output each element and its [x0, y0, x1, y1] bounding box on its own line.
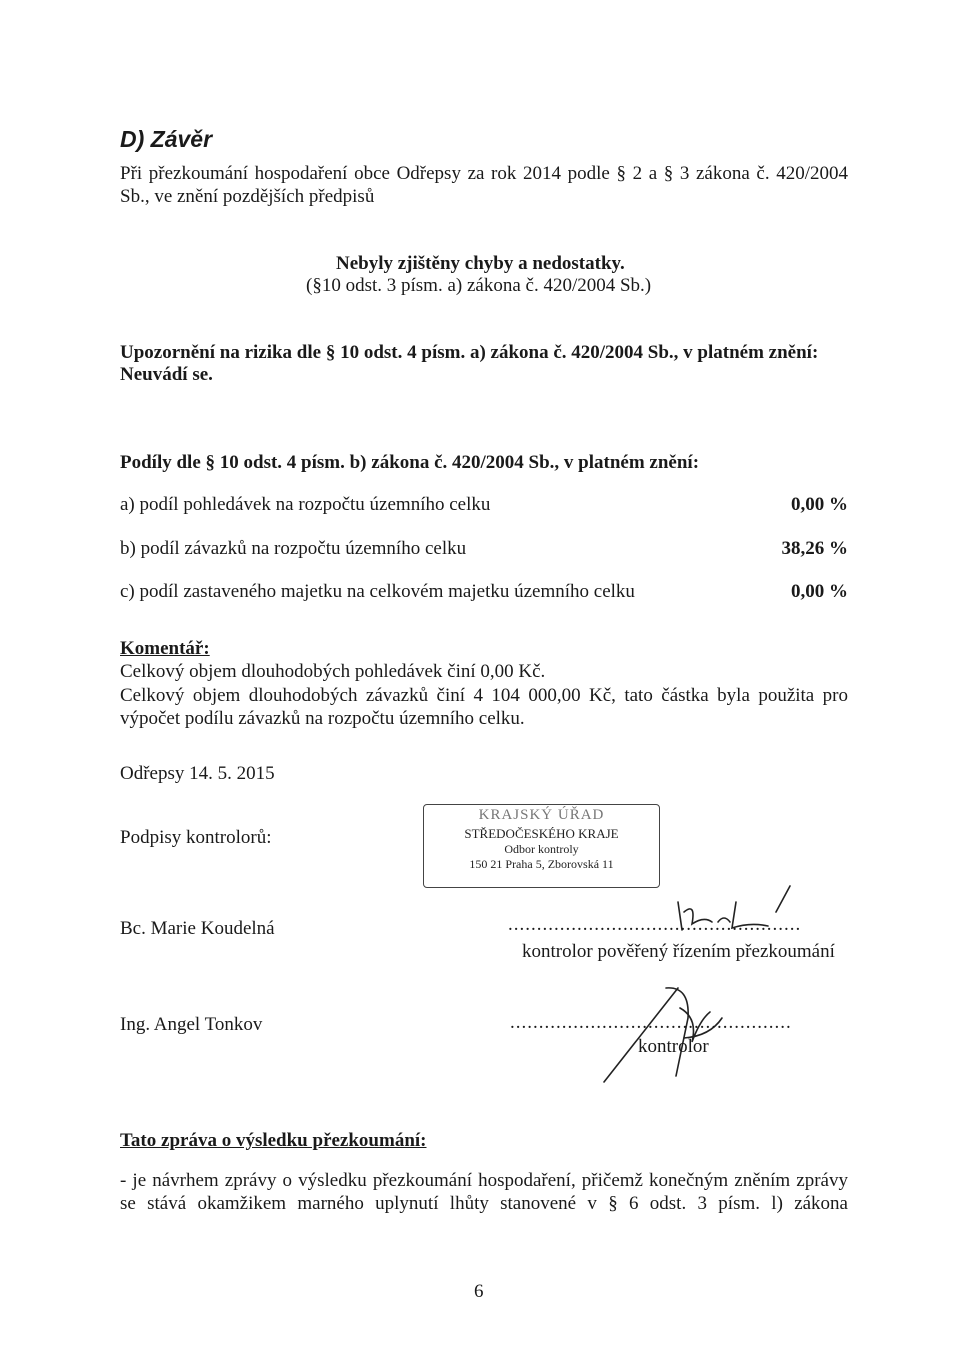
risks-title: Upozornění na rizika dle § 10 odst. 4 písm. a) zákona č. 420/2004 Sb., v platném znění:: [120, 342, 819, 363]
stamp-line-1: KRAJSKÝ ÚŘAD: [478, 807, 605, 823]
signer-1-name: Bc. Marie Koudelná: [120, 918, 275, 939]
stamp-line-4: 150 21 Praha 5, Zborovská 11: [469, 857, 614, 871]
shares-title: Podíly dle § 10 odst. 4 písm. b) zákona č. 420/2004 Sb., v platném znění:: [120, 452, 700, 473]
signer-1-dots: ...................................................: [508, 914, 802, 935]
share-b-value: 38,26 %: [781, 538, 848, 559]
signer-2-role: kontrolor: [638, 1036, 709, 1057]
finding-reference: (§10 odst. 3 písm. a) zákona č. 420/2004 Sb.): [306, 275, 652, 296]
share-c-value: 0,00 %: [791, 581, 848, 602]
report-line-2: se stává okamžikem marného uplynutí lhůty stanovené v § 6 odst. 3 písm. l) zákona: [120, 1193, 848, 1214]
section-heading: D) Závěr: [120, 126, 213, 152]
stamp-line-2: STŘEDOČESKÉHO KRAJE: [464, 826, 619, 841]
stamp-line-3: Odbor kontroly: [504, 842, 579, 856]
report-title: Tato zpráva o výsledku přezkoumání:: [120, 1130, 427, 1151]
comment-line-1: Celkový objem dlouhodobých pohledávek činí 0,00 Kč.: [120, 661, 546, 682]
signer-1-role: kontrolor pověřený řízením přezkoumání: [522, 941, 835, 962]
share-a-value: 0,00 %: [791, 494, 848, 515]
comment-title: Komentář:: [120, 638, 210, 659]
finding-title: Nebyly zjištěny chyby a nedostatky.: [336, 253, 625, 274]
place-date: Odřepsy 14. 5. 2015: [120, 763, 275, 784]
page-number: 6: [474, 1281, 484, 1302]
report-line-1: - je návrhem zprávy o výsledku přezkoumání hospodaření, přičemž konečným zněním zprávy: [120, 1170, 848, 1191]
signer-2-name: Ing. Angel Tonkov: [120, 1014, 263, 1035]
comment-line-2: Celkový objem dlouhodobých závazků činí 4 104 000,00 Kč, tato částka byla použita pro: [120, 685, 848, 706]
signatures-label: Podpisy kontrolorů:: [120, 827, 272, 848]
share-b-label: b) podíl závazků na rozpočtu územního celku: [120, 538, 467, 559]
share-a-label: a) podíl pohledávek na rozpočtu územního celku: [120, 494, 491, 515]
intro-line-2: Sb., ve znění pozdějších předpisů: [120, 186, 375, 207]
risks-value: Neuvádí se.: [120, 364, 213, 385]
comment-line-3: výpočet podílu závazků na rozpočtu územního celku.: [120, 708, 525, 729]
share-c-label: c) podíl zastaveného majetku na celkovém majetku územního celku: [120, 581, 635, 602]
signer-2-dots: .................................................: [510, 1012, 792, 1033]
intro-line-1: Při přezkoumání hospodaření obce Odřepsy za rok 2014 podle § 2 a § 3 zákona č. 420/2004: [120, 163, 848, 184]
